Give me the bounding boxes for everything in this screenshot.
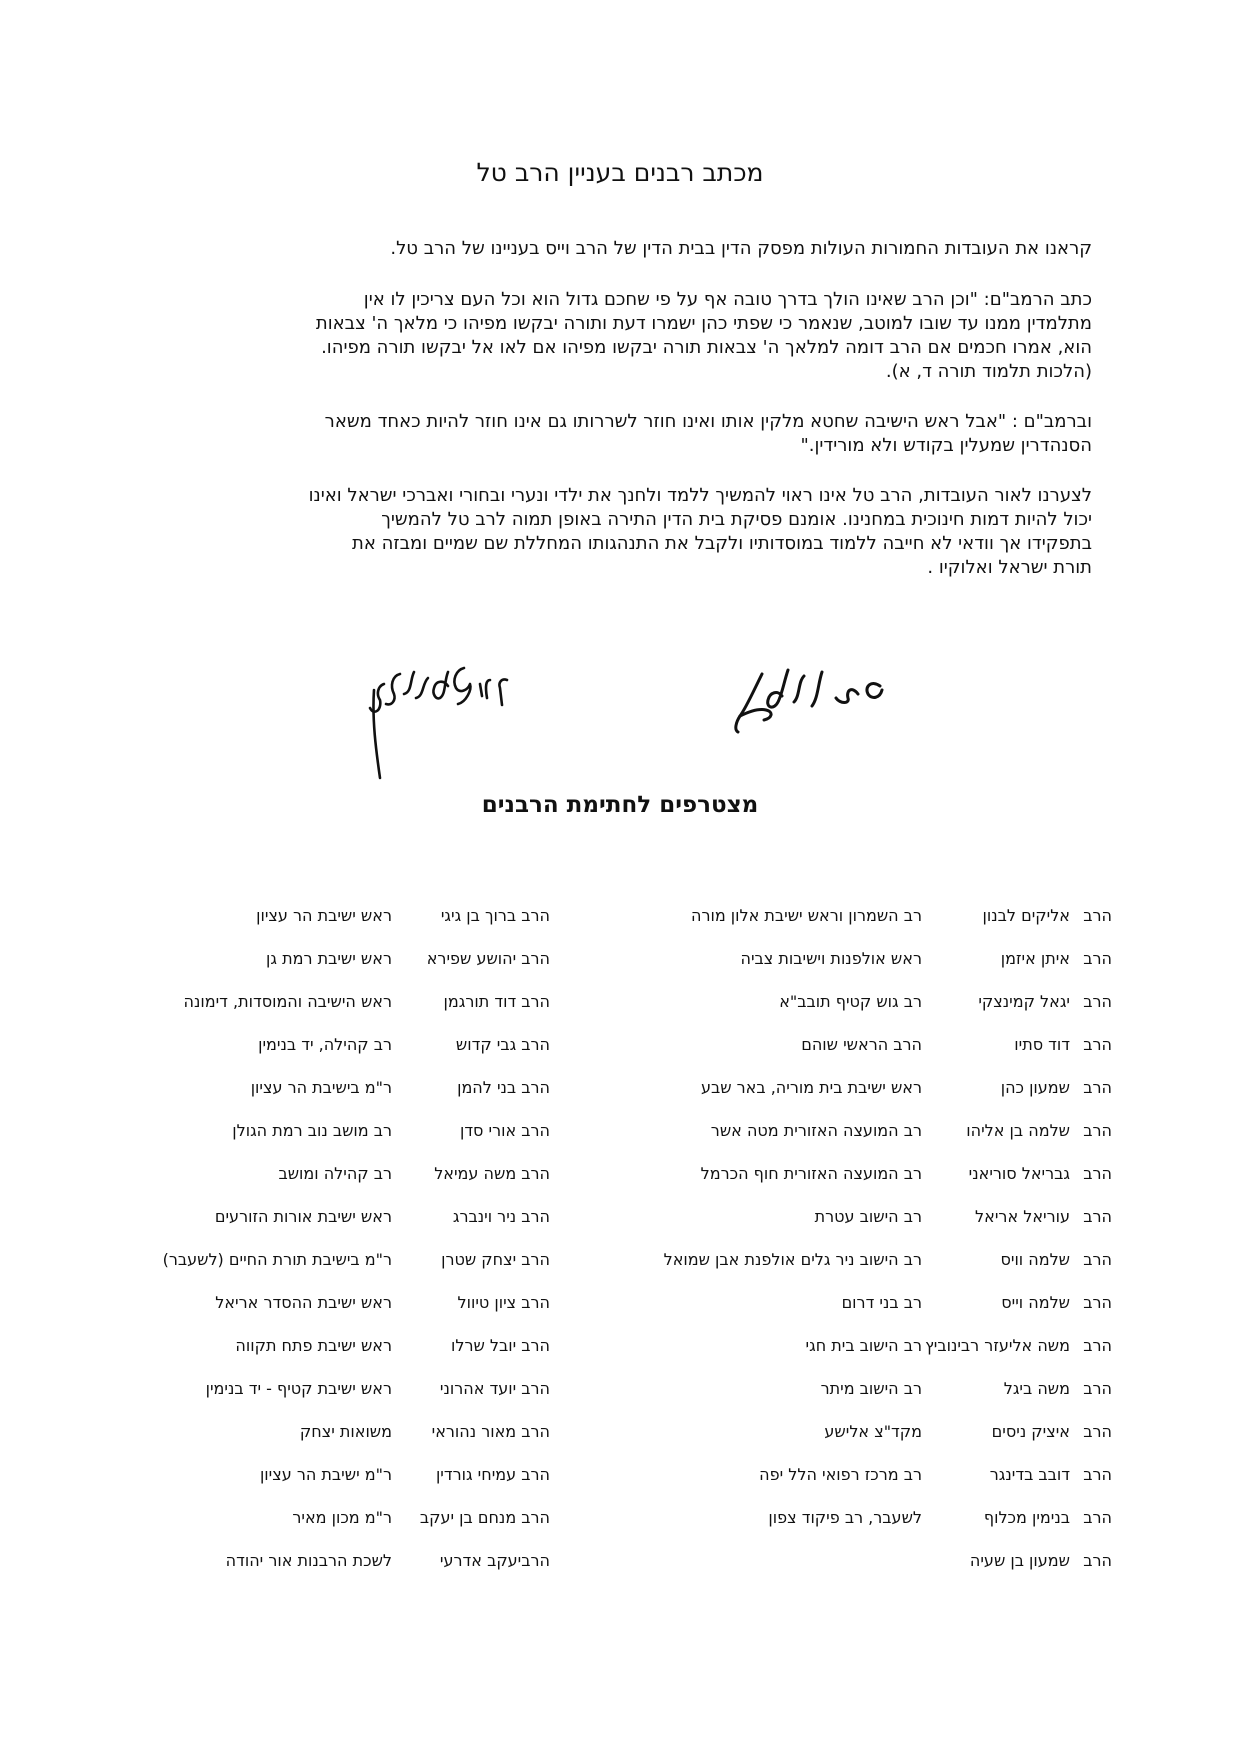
rabbi-role: לשכת הרבנות אור יהודה (225, 1551, 392, 1570)
rabbi-name: הרב אורי סדן (459, 1121, 550, 1140)
table-row (0, 1119, 1240, 1143)
rabbi-role: רב המועצה האזורית חוף הכרמל (700, 1164, 922, 1183)
paragraph-line: הוא, אמרו חכמים אם הרב דומה למלאך ה' צבאות תורה יבקשו מפיהו אם לאו אל יבקשו תורה מפיהו. (321, 337, 1092, 358)
paragraph-line: (הלכות תלמוד תורה ד, א). (885, 361, 1092, 382)
rabbi-role: רב גוש קטיף תובב"א (779, 992, 922, 1011)
rabbi-prefix: הרב (1083, 1207, 1112, 1226)
rabbi-role: רב בני דרום (841, 1293, 922, 1312)
rabbi-prefix: הרב (1083, 949, 1112, 968)
table-row (0, 1291, 1240, 1315)
rabbi-name: הרב עמיחי גורדין (435, 1465, 550, 1484)
rabbi-name: שלמה וויס (1000, 1250, 1070, 1269)
table-row (0, 1549, 1240, 1573)
rabbi-name: דובב בדינגר (989, 1465, 1070, 1484)
rabbi-name: גבריאל סוריאני (968, 1164, 1070, 1183)
rabbi-name: דוד סתיו (1014, 1035, 1070, 1054)
rabbi-role: ראש ישיבת הר עציון (256, 906, 392, 925)
rabbi-role: ר"מ בישיבת הר עציון (250, 1078, 392, 1097)
table-row (0, 1033, 1240, 1057)
paragraph-line: קראנו את העובדות החמורות העולות מפסק הדין בבית הדין של הרב וייס בעניינו של הרב טל. (390, 238, 1092, 259)
rabbi-name: הרב בני להמן (457, 1078, 550, 1097)
rabbi-role: הרב הראשי שוהם (801, 1035, 922, 1054)
table-row (0, 1076, 1240, 1100)
rabbi-role: לשעבר, רב פיקוד צפון (768, 1508, 922, 1527)
rabbi-role: ראש הישיבה והמוסדות, דימונה (183, 992, 392, 1011)
rabbi-prefix: הרב (1083, 1551, 1112, 1570)
rabbi-name: איציק ניסים (991, 1422, 1070, 1441)
letter-title: מכתב רבנים בעניין הרב טל (476, 158, 764, 187)
rabbi-prefix: הרב (1083, 1379, 1112, 1398)
rabbi-name: הרב ברוך בן גיגי (440, 906, 550, 925)
rabbi-name: הרב ניר וינברג (452, 1207, 550, 1226)
rabbi-role: ר"מ מכון מאיר (292, 1508, 392, 1527)
rabbi-name: הרב יועד אהרוני (439, 1379, 550, 1398)
rabbi-name: עוריאל אריאל (975, 1207, 1070, 1226)
rabbi-role: משואות יצחק (299, 1422, 392, 1441)
paragraph-line: יכול להיות דמות חינוכית במחנינו. אומנם פסיקת בית הדין התירה באופן תמוה לרב טל להמשיך (381, 509, 1092, 530)
rabbi-name: אליקים לבנון (982, 906, 1070, 925)
rabbi-prefix: הרב (1083, 1336, 1112, 1355)
rabbi-name: שמעון כהן (1000, 1078, 1070, 1097)
rabbi-role: ראש ישיבת קטיף - יד בנימין (205, 1379, 392, 1398)
rabbi-role: ראש ישיבת רמת גן (266, 949, 392, 968)
rabbi-name: איתן איזמן (1000, 949, 1070, 968)
paragraph-line: וברמב"ם : "אבל ראש הישיבה שחטא מלקין אותו ואינו חוזר לשררותו גם אינו חוזר להיות כאחד משאר (324, 411, 1092, 432)
paragraph-line: תורת ישראל ואלוקיו . (927, 557, 1092, 578)
rabbi-role: רב הישוב בית חגי (805, 1336, 922, 1355)
rabbi-name: משה ביגל (1003, 1379, 1070, 1398)
rabbi-name: הרב דוד תורגמן (443, 992, 550, 1011)
rabbi-name: שלמה בן אליהו (966, 1121, 1070, 1140)
rabbi-role: רב הישוב עטרת (814, 1207, 922, 1226)
rabbi-prefix: הרב (1083, 1250, 1112, 1269)
rabbi-role: רב השמרון וראש ישיבת אלון מורה (690, 906, 922, 925)
table-row (0, 1205, 1240, 1229)
rabbi-role: רב מושב נוב רמת הגולן (232, 1121, 392, 1140)
rabbi-prefix: הרב (1083, 1035, 1112, 1054)
rabbi-name: שמעון בן שעיה (969, 1551, 1070, 1570)
rabbi-prefix: הרב (1083, 1465, 1112, 1484)
table-row (0, 1420, 1240, 1444)
rabbi-role: ראש אולפנות וישיבות צביה (740, 949, 922, 968)
paragraph-line: מתלמדין ממנו עד שובו למוטב, שנאמר כי שפתי כהן ישמרו דעת ותורה יבקשו מפיהו כי מלאך ה' צבאות (315, 313, 1092, 334)
rabbi-prefix: הרב (1083, 906, 1112, 925)
rabbi-role: רב מרכז רפואי הלל יפה (759, 1465, 922, 1484)
rabbi-role: ראש ישיבת אורות הזורעים (214, 1207, 392, 1226)
table-row (0, 1506, 1240, 1530)
rabbi-role: מקד"צ אלישע (824, 1422, 922, 1441)
rabbi-prefix: הרב (1083, 1164, 1112, 1183)
rabbi-role: רב הישוב מיתר (820, 1379, 922, 1398)
rabbi-name: הרב מנחם בן יעקב (419, 1508, 550, 1527)
table-row (0, 990, 1240, 1014)
rabbi-role: ראש ישיבת בית מוריה, באר שבע (700, 1078, 922, 1097)
rabbi-name: הרביעקב אדרעי (439, 1551, 550, 1570)
table-row (0, 1248, 1240, 1272)
paragraph-line: לצערנו לאור העובדות, הרב טל אינו ראוי להמשיך ללמד ולחנך את ילדי ונערי ובחורי ואברכי ישראל ואינו (308, 485, 1092, 506)
rabbi-role: רב קהילה ומושב (278, 1164, 392, 1183)
rabbi-name: שלמה וייס (1001, 1293, 1070, 1312)
rabbi-name: בנימין מכלוף (983, 1508, 1070, 1527)
signatories-heading: מצטרפים לחתימת הרבנים (481, 792, 759, 818)
table-row (0, 904, 1240, 928)
table-row (0, 1377, 1240, 1401)
rabbi-name: הרב משה עמיאל (434, 1164, 550, 1183)
rabbi-role: ר"מ ישיבת הר עציון (259, 1465, 392, 1484)
rabbi-role: ר"מ בישיבת תורת החיים (לשעבר) (162, 1250, 392, 1269)
rabbi-prefix: הרב (1083, 1293, 1112, 1312)
rabbi-prefix: הרב (1083, 1078, 1112, 1097)
rabbi-name: הרב יובל שרלו (450, 1336, 550, 1355)
rabbi-prefix: הרב (1083, 992, 1112, 1011)
paragraph-line: הסנהדרין שמעלין בקודש ולא מורידין." (800, 435, 1092, 456)
table-row (0, 1463, 1240, 1487)
rabbi-role: רב המועצה האזורית מטה אשר (710, 1121, 922, 1140)
paragraph-line: בתפקידו אך וודאי לא חייבה ללמוד במוסדותיו ולקבל את התנהגותו המחללת שם שמיים ומבזה את (352, 533, 1092, 554)
paragraph-line: כתב הרמב"ם: "וכן הרב שאינו הולך בדרך טובה אף על פי שחכם גדול הוא וכל העם צריכין לו אין (363, 289, 1092, 310)
rabbi-role: ראש ישיבת פתח תקווה (235, 1336, 392, 1355)
rabbi-name: הרב ציון טיוול (457, 1293, 550, 1312)
rabbi-prefix: הרב (1083, 1508, 1112, 1527)
rabbi-prefix: הרב (1083, 1422, 1112, 1441)
rabbi-role: ראש ישיבת ההסדר אריאל (215, 1293, 392, 1312)
rabbi-name: משה אליעזר רבינוביץ (925, 1336, 1070, 1355)
rabbi-role: רב קהילה, יד בנימין (258, 1035, 392, 1054)
rabbi-name: הרב גבי קדוש (455, 1035, 550, 1054)
table-row (0, 1162, 1240, 1186)
rabbi-name: הרב יצחק שטרן (441, 1250, 550, 1269)
rabbi-prefix: הרב (1083, 1121, 1112, 1140)
table-row (0, 947, 1240, 971)
rabbi-name: הרב מאור נהוראי (431, 1422, 550, 1441)
rabbi-name: יגאל קמינצקי (978, 992, 1070, 1011)
rabbi-role: רב הישוב ניר גלים אולפנת אבן שמואל (663, 1250, 922, 1269)
rabbi-name: הרב יהושע שפירא (426, 949, 550, 968)
table-row (0, 1334, 1240, 1358)
